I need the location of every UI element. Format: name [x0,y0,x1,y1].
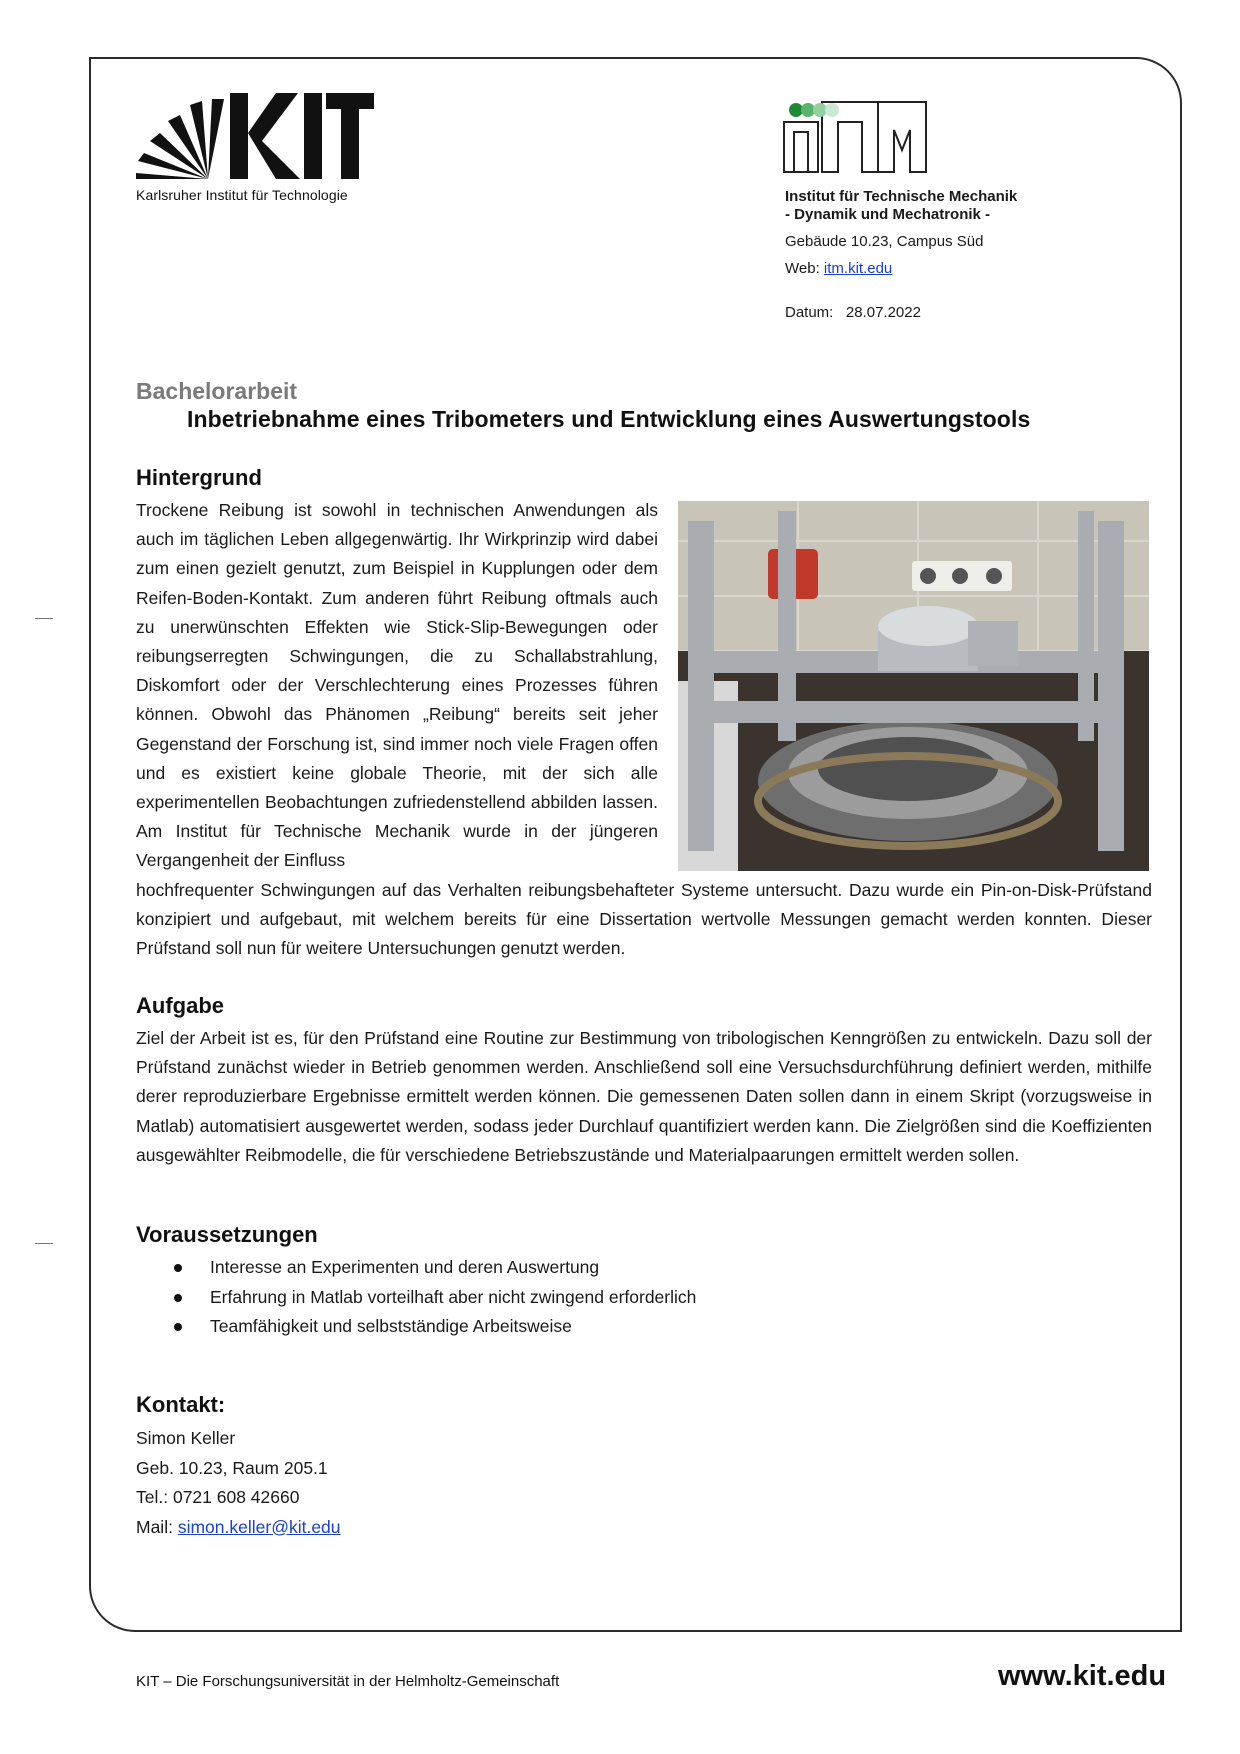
fold-mark [35,1243,53,1244]
tribometer-photo [678,501,1149,871]
tribometer-photo-graphic [678,501,1149,871]
institute-division: - Dynamik und Mechatronik - [785,206,991,223]
contact-heading: Kontakt: [136,1392,226,1417]
background-text-column: Trockene Reibung ist sowohl in technischen Anwendungen als auch im täglichen Leben allgegenwärtig. Ihr Wirkprinzip wird dabei zum einen gezielt genutzt, zum Beispiel in Kupplungen oder dem Reifen-Boden-Kontakt. Zum anderen führt Reibung oftmals auch zu unerwünschten Effekten wie Stick-Slip-Bewegungen oder reibungserregten Schwingungen, die zu Schallabstrahlung, Diskomfort oder der Verschlechterung eines Prozesses führen können. Obwohl das Phänomen „Reibung“ bereits seit jeher Gegenstand der Forschung ist, sind immer noch viele Fragen offen und es existiert keine globale Theorie, mit der sich alle experimentellen Beobachtungen zufriedenstellend abbilden lassen. Am Institut für Technische Mechanik wurde in der jüngeren Vergangenheit der Einfluss [136,500,658,871]
web-label: Web: [785,260,820,277]
requirements-heading: Voraussetzungen [136,1222,318,1247]
contact-mail-link[interactable]: simon.keller@kit.edu [177,1516,341,1537]
kit-letter-k [248,93,300,179]
kit-letter-k [230,93,248,179]
contact-room: Geb. 10.23, Raum 205.1 [136,1457,328,1478]
list-item [136,1253,1036,1283]
footer-tagline: KIT – Die Forschungsuniversität in der Helmholtz-Gemeinschaft [136,1673,560,1690]
requirement-text: Teamfähigkeit und selbstständige Arbeitsweise [210,1316,572,1336]
kit-letter-t [341,93,359,179]
thesis-title: Inbetriebnahme eines Tribometers und Entwicklung eines Auswertungstools [187,406,1031,432]
itm-logo [782,100,928,174]
footer-website: www.kit.edu [998,1660,1167,1692]
background-heading: Hintergrund [136,465,262,490]
kit-fan-ray [208,99,224,179]
itm-letter-i [784,122,818,172]
kit-logo-graphic [136,93,376,183]
list-item [136,1283,1036,1313]
itm-letter-i [794,132,808,172]
requirement-text: Erfahrung in Matlab vorteilhaft aber nicht zwingend erforderlich [210,1286,697,1307]
itm-dot [789,103,803,117]
fold-mark [35,618,53,619]
kit-subtitle: Karlsruher Institut für Technologie [136,187,348,203]
contact-block [136,1424,341,1542]
thesis-type: Bachelorarbeit [136,378,298,404]
bullet-icon [174,1264,182,1272]
task-text: Ziel der Arbeit ist es, für den Prüfstand eine Routine zur Bestimmung von tribologischen Kenngrößen zu entwickeln. Dazu soll der Prüfstand zunächst wieder in Betrieb genommen werden. Anschließend soll eine Versuchsdurchführung definiert werden, mithilfe derer reproduzierbare Ergebnisse ermittelt werden können. Die gemessenen Daten sollen dann in einem Skript (vorzugsweise in Matlab) automatisiert ausgewertet werden, sodass jeder Durchlauf quantifiziert werden kann. Die Zielgrößen sind die Koeffizienten ausgewählter Reibmodelle, die für verschiedene Betriebszustände und Materialpaarungen ermittelt werden sollen. [136,1028,1152,1165]
itm-dot [801,103,815,117]
institute-block [785,188,1145,322]
itm-logo-graphic [782,100,928,174]
contact-phone: Tel.: 0721 608 42660 [136,1487,300,1507]
background-text-full: hochfrequenter Schwingungen auf das Verhalten reibungsbehafteter Systeme untersucht. Dazu wurde ein Pin-on-Disk-Prüfstand konzipiert und aufgebaut, mit welchem bereits für eine Dissertation wertvolle Messungen gemacht werden konnten. Dieser Prüfstand soll nun für weitere Untersuchungen genutzt werden. [136,880,1152,959]
kit-logo [136,93,376,183]
bullet-icon [174,1294,182,1302]
contact-mail-line [136,1513,341,1543]
date-value: 28.07.2022 [845,304,921,321]
institute-building: Gebäude 10.23, Campus Süd [785,233,984,250]
itm-letter-m [878,102,926,172]
list-item [136,1312,1036,1342]
document-date [785,304,1145,322]
requirements-list [136,1253,1036,1342]
institute-web [785,260,1145,278]
mail-label: Mail: [136,1516,173,1537]
itm-dot [825,103,839,117]
contact-name: Simon Keller [136,1428,236,1448]
date-label: Datum: [785,304,834,321]
requirement-text: Interesse an Experimenten und deren Auswertung [210,1257,600,1277]
itm-dot [813,103,827,117]
task-heading: Aufgabe [136,993,224,1018]
kit-letter-i [304,93,322,179]
institute-name: Institut für Technische Mechanik [785,188,1018,205]
web-link[interactable]: itm.kit.edu [823,260,893,277]
bullet-icon [174,1323,182,1331]
